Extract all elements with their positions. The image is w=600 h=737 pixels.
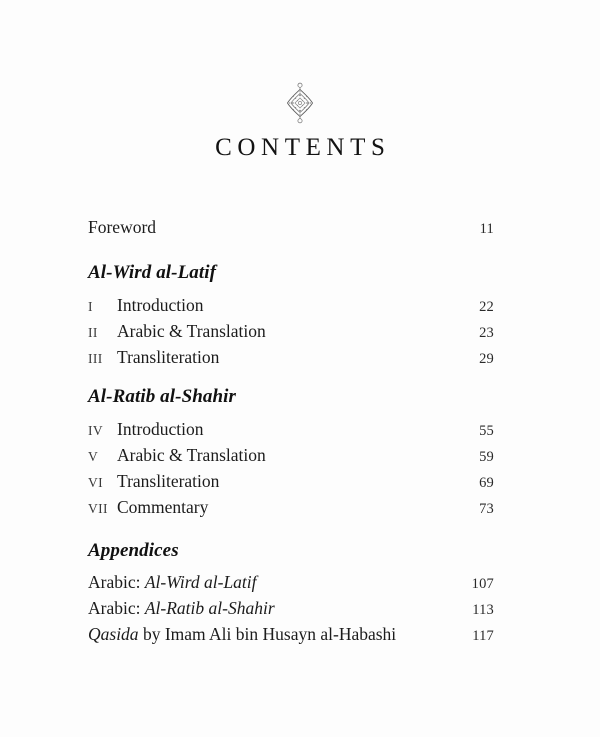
toc-entry-label: Introduction — [117, 294, 204, 315]
toc-entry-arabic-translation-2[interactable] — [88, 442, 494, 468]
toc-entry-label: Arabic & Translation — [117, 444, 266, 465]
toc-entry-appendix-arabic-al-wird[interactable] — [88, 569, 494, 595]
toc-entry-page-number: 113 — [472, 602, 494, 619]
toc-entry-label — [88, 595, 460, 621]
spacer — [88, 285, 494, 292]
toc-entry-numeral: V — [88, 448, 99, 464]
toc-entry-label-title: Qasida — [88, 624, 139, 645]
diamond-floral-ornament-icon — [283, 82, 317, 124]
toc-entry-label-title: Al-Wird al-Latif — [144, 572, 257, 593]
toc-entry-label: Introduction — [117, 418, 204, 439]
toc-entry-label-suffix: by Imam Ali bin Husayn al-Habashi — [138, 624, 397, 645]
toc-list — [88, 214, 494, 647]
toc-entry-page-number: 107 — [471, 576, 494, 593]
toc-entry-page-number: 73 — [479, 500, 494, 517]
toc-entry-page-number: 11 — [479, 221, 494, 237]
toc-entry-page-number: 117 — [472, 628, 494, 645]
spacer — [88, 520, 494, 540]
toc-entry-page-number: 69 — [479, 474, 494, 491]
toc-entry-page-number: 22 — [479, 298, 494, 315]
toc-entry-numeral: III — [88, 350, 103, 366]
page-title: CONTENTS — [215, 134, 391, 161]
toc-entry-label: Transliteration — [117, 470, 220, 491]
toc-entry-appendix-qasida[interactable] — [88, 621, 494, 647]
toc-entry-appendix-arabic-al-ratib[interactable] — [88, 595, 494, 621]
toc-entry-transliteration-2[interactable] — [88, 468, 494, 494]
toc-entry-label — [88, 569, 460, 595]
toc-entry-label: Arabic & Translation — [117, 320, 266, 341]
toc-entry-label-prefix: Arabic: — [88, 598, 145, 619]
toc-entry-page-number: 59 — [479, 448, 494, 465]
toc-entry-label-prefix: Arabic: — [88, 572, 145, 593]
toc-entry-introduction-2[interactable] — [88, 416, 494, 442]
toc-entry-foreword[interactable] — [88, 214, 494, 240]
toc-section-heading-al-ratib-al-shahir: Al-Ratib al-Shahir — [88, 385, 237, 407]
toc-entry-numeral: I — [88, 298, 93, 314]
toc-entry-arabic-translation-1[interactable] — [88, 318, 494, 344]
toc-entry-transliteration-1[interactable] — [88, 344, 494, 370]
ornament-container — [0, 82, 600, 124]
toc-section-heading-appendices: Appendices — [88, 539, 179, 561]
spacer — [88, 240, 494, 262]
toc-entry-numeral: IV — [88, 422, 104, 438]
toc-entry-numeral: VII — [88, 500, 108, 516]
toc-entry-numeral: II — [88, 324, 98, 340]
toc-entry-commentary[interactable] — [88, 494, 494, 520]
toc-entry-label: Transliteration — [117, 346, 220, 367]
toc-entry-introduction-1[interactable] — [88, 292, 494, 318]
spacer — [88, 370, 494, 386]
toc-section-heading-al-wird-al-latif: Al-Wird al-Latif — [88, 262, 217, 283]
toc-entry-page-number: 23 — [479, 324, 494, 341]
toc-entry-numeral: VI — [88, 474, 104, 490]
toc-entry-label-title: Al-Ratib al-Shahir — [144, 598, 275, 619]
toc-entry-label: Foreword — [88, 217, 157, 237]
spacer — [88, 562, 494, 569]
toc-entry-page-number: 55 — [479, 422, 494, 439]
toc-entry-label: Commentary — [117, 496, 209, 517]
toc-entry-label — [88, 621, 460, 647]
spacer — [88, 409, 494, 416]
toc-entry-page-number: 29 — [479, 350, 494, 367]
